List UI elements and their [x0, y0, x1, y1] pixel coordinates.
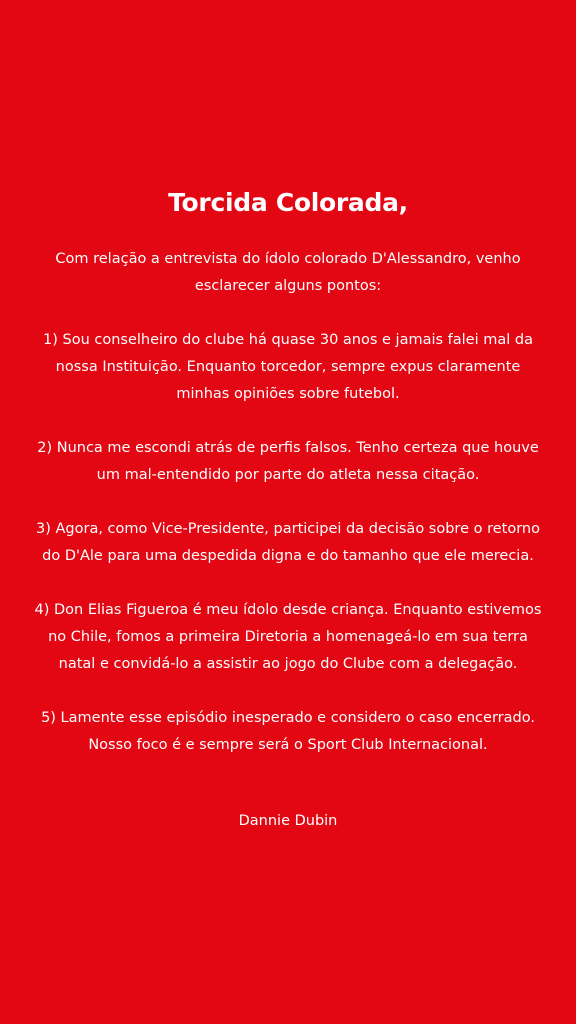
- point-1-paragraph: 1) Sou conselheiro do clube há quase 30 anos e jamais falei mal da nossa Instituição. Enquanto torcedor, sempre expus claramente minhas opiniões sobre futebol.: [43, 332, 533, 402]
- point-5-paragraph: 5) Lamente esse episódio inesperado e considero o caso encerrado. Nosso foco é e sempre será o Sport Club Internacional.: [41, 710, 535, 753]
- intro-paragraph: Com relação a entrevista do ídolo colorado D'Alessandro, venho esclarecer alguns pontos:: [55, 251, 521, 294]
- point-2-paragraph: 2) Nunca me escondi atrás de perfis falsos. Tenho certeza que houve um mal-entendido por parte do atleta nessa citação.: [37, 440, 539, 483]
- letter-body: [30, 246, 546, 786]
- letter-title: Torcida Colorada,: [168, 188, 408, 217]
- point-4-paragraph: 4) Don Elias Figueroa é meu ídolo desde criança. Enquanto estivemos no Chile, fomos a primeira Diretoria a homenageá-lo em sua terra natal e convidá-lo a assistir ao jogo do Clube com a delegação.: [34, 602, 542, 672]
- point-3-paragraph: 3) Agora, como Vice-Presidente, participei da decisão sobre o retorno do D'Ale para uma despedida digna e do tamanho que ele merecia.: [36, 521, 540, 564]
- signature: Dannie Dubin: [238, 813, 338, 829]
